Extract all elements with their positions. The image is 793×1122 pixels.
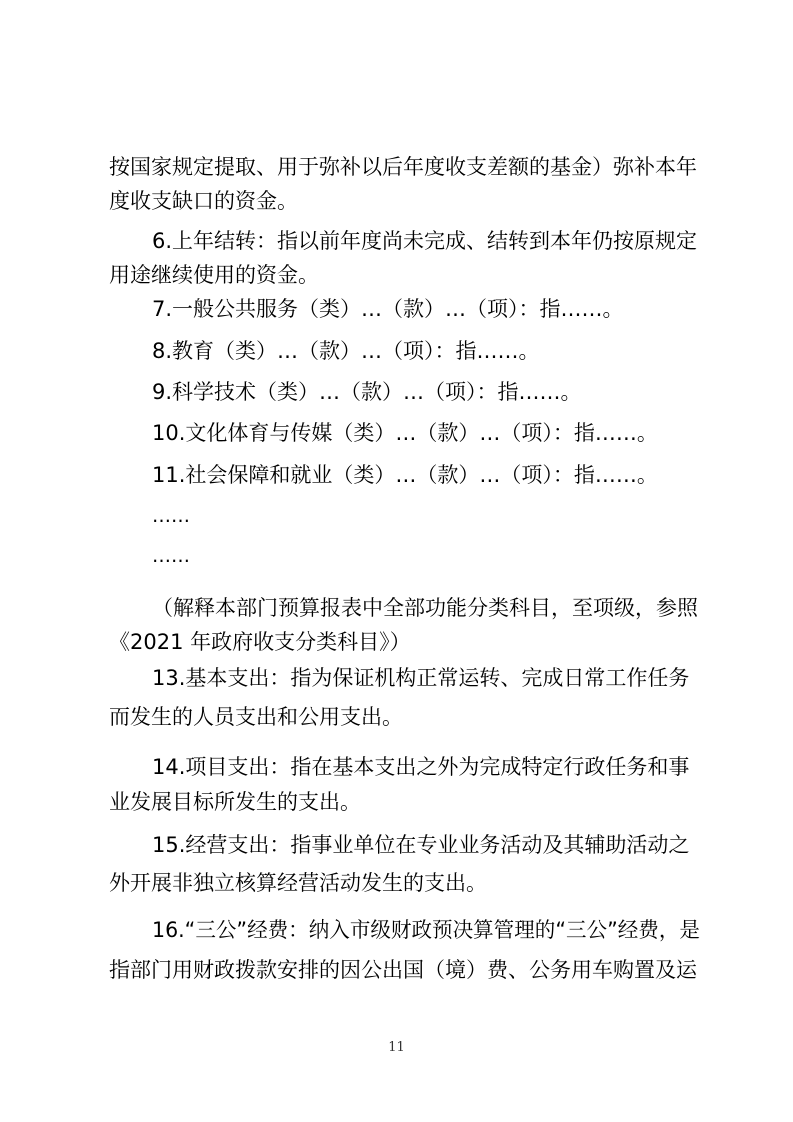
page-number: 11 <box>388 1040 405 1055</box>
text-line: 7.一般公共服务（类）…（款）…（项）：指……。 <box>152 297 624 321</box>
text-line: 按国家规定提取、用于弥补以后年度收支差额的基金）弥补本年 <box>109 155 697 179</box>
text-line: 9.科学技术（类）…（款）…（项）：指……。 <box>152 380 582 404</box>
text-line: 11.社会保障和就业（类）…（款）…（项）：指……。 <box>152 463 658 487</box>
text-line: 用途继续使用的资金。 <box>109 263 319 287</box>
text-line: 6.上年结转：指以前年度尚未完成、结转到本年仍按原规定 <box>152 229 698 253</box>
text-line: 指部门用财政拨款安排的因公出国（境）费、公务用车购置及运 <box>109 958 697 982</box>
text-line: 14.项目支出：指在基本支出之外为完成特定行政任务和事 <box>152 755 690 779</box>
text-line: 15.经营支出：指事业单位在专业业务活动及其辅助活动之 <box>152 833 690 857</box>
text-line: （解释本部门预算报表中全部功能分类科目，至项级，参照 <box>152 596 698 620</box>
text-line: 13.基本支出：指为保证机构正常运转、完成日常工作任务 <box>152 666 690 690</box>
text-line: 业发展目标所发生的支出。 <box>109 790 361 814</box>
text-line: 8.教育（类）…（款）…（项）：指……。 <box>152 339 540 363</box>
text-line: 而发生的人员支出和公用支出。 <box>109 705 403 729</box>
text-line: 外开展非独立核算经营活动发生的支出。 <box>109 871 487 895</box>
ellipsis-line: …… <box>152 505 190 527</box>
text-line: 度收支缺口的资金。 <box>109 189 298 213</box>
text-line: 16.“三公”经费：纳入市级财政预决算管理的“三公”经费，是 <box>152 918 700 942</box>
ellipsis-line: …… <box>152 545 190 567</box>
text-line: 10.文化体育与传媒（类）…（款）…（项）：指……。 <box>152 421 658 445</box>
text-line: 《2021 年政府收支分类科目》） <box>109 630 411 654</box>
